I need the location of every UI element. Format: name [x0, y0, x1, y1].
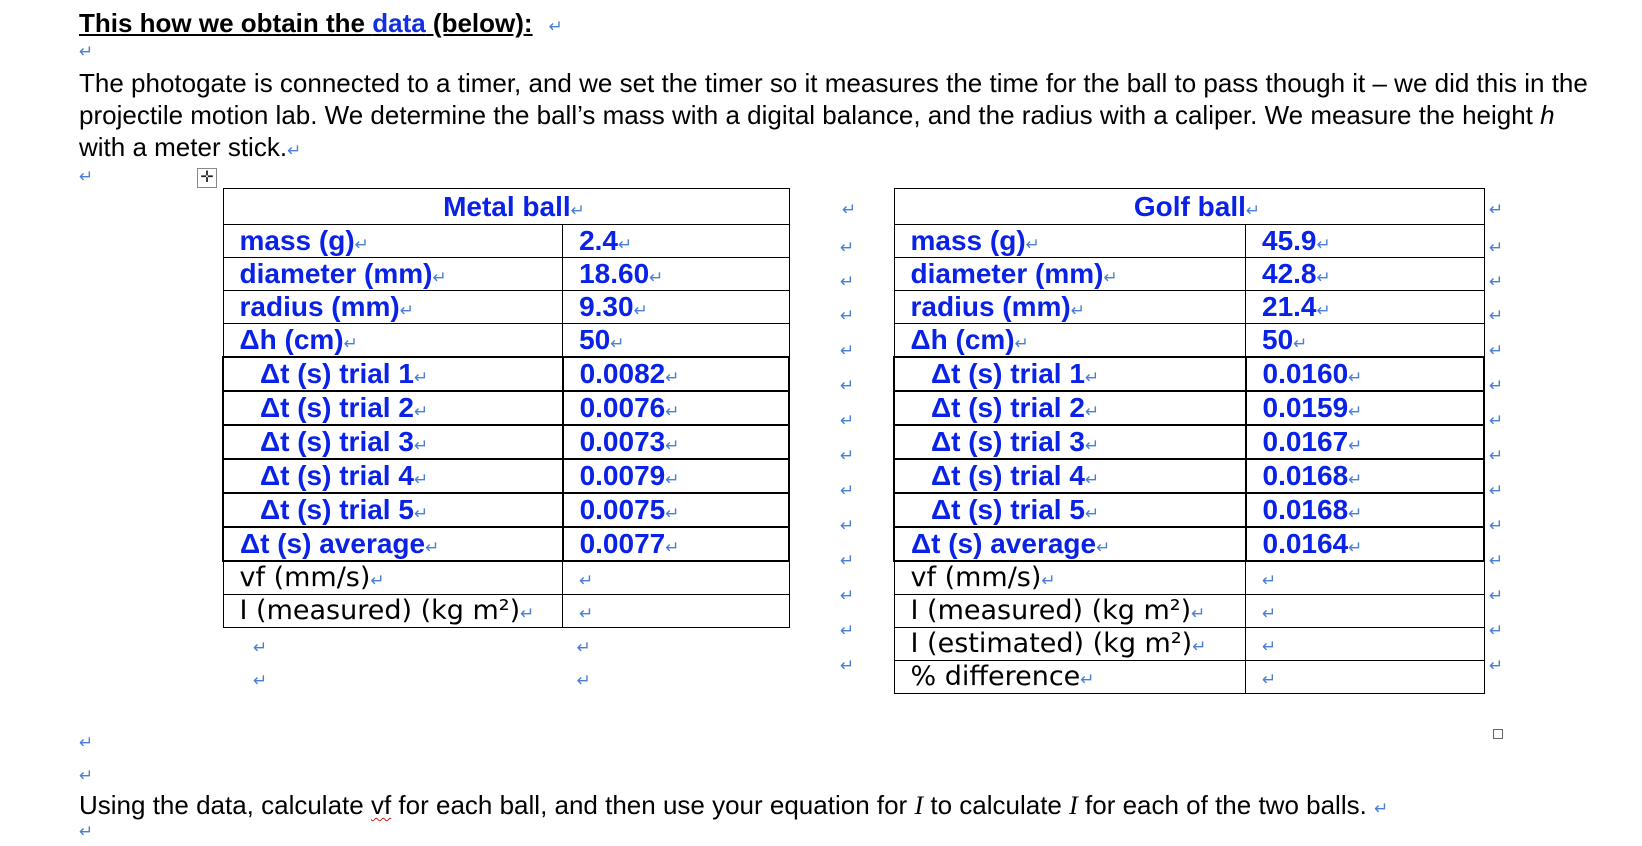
- golf-I-measured-label: I (measured) (kg m²)↵: [894, 594, 1246, 627]
- heading-suffix: (below):: [425, 8, 533, 38]
- golf-trial5-value: 0.0168↵: [1246, 493, 1485, 527]
- page-heading: [79, 8, 563, 39]
- golf-trial1-value: 0.0160↵: [1246, 357, 1485, 391]
- golf-trial5-label: Δt (s) trial 5↵: [894, 493, 1246, 527]
- golf-trial2-label: Δt (s) trial 2↵: [894, 391, 1246, 425]
- metal-height-value: 50↵: [563, 324, 789, 358]
- paragraph-mark-icon: ↵: [79, 822, 94, 842]
- golf-radius-value: 21.4↵: [1246, 291, 1485, 324]
- metal-trial5-value: 0.0075↵: [563, 493, 789, 527]
- metal-trial3-value: 0.0073↵: [563, 425, 789, 459]
- instruction-text: Using the data, calculate vf for each ball, and then use your equation for I to calculate I for each of the two balls. ↵: [79, 790, 1389, 820]
- golf-percent-difference-value[interactable]: ↵: [1246, 660, 1485, 693]
- metal-radius-value: 9.30↵: [563, 291, 789, 324]
- paragraph-mark-icon: ↵: [79, 167, 94, 187]
- paragraph-mark-icon: ↵: [1374, 799, 1389, 819]
- metal-I-measured-value[interactable]: ↵: [563, 594, 789, 627]
- metal-I-measured-label: I (measured) (kg m²)↵: [223, 594, 563, 627]
- metal-trial5-label: Δt (s) trial 5↵: [223, 493, 563, 527]
- heading-text: This how we obtain the: [79, 8, 373, 38]
- metal-diameter-value: 18.60↵: [563, 258, 789, 291]
- golf-ball-title: Golf ball↵: [894, 189, 1484, 225]
- golf-ball-table: [893, 188, 1485, 694]
- golf-I-estimated-value[interactable]: ↵: [1246, 627, 1485, 660]
- paragraph-mark-icon: ↵: [79, 42, 94, 62]
- golf-I-measured-value[interactable]: ↵: [1246, 594, 1485, 627]
- golf-trial3-label: Δt (s) trial 3↵: [894, 425, 1246, 459]
- metal-trial4-value: 0.0079↵: [563, 459, 789, 493]
- metal-height-label: Δh (cm)↵: [223, 324, 563, 358]
- table-move-handle-icon[interactable]: ✛: [197, 168, 217, 188]
- metal-trial1-label: Δt (s) trial 1↵: [223, 357, 563, 391]
- paragraph-mark-icon: ↵: [79, 766, 94, 786]
- metal-ball-title: Metal ball↵: [223, 189, 789, 225]
- golf-diameter-label: diameter (mm)↵: [894, 258, 1246, 291]
- metal-vf-label: vf (mm/s)↵: [223, 561, 563, 594]
- golf-vf-value[interactable]: ↵: [1246, 561, 1485, 594]
- metal-ball-table: Metal ball↵ mass (g)↵ 2.4↵ diameter (mm)↵ 18.60↵ radius (mm)↵ 9.30↵ Δh (cm)↵ 50↵ Δt (s) trial 1↵ 0.0082↵ Δt (s) trial 2↵ 0.0076↵ Δt (s) trial 3↵ 0.0073↵ Δt (s) trial 4↵ 0.0079↵ Δt (s) trial 5↵ 0.0075↵ Δt (s) average↵ 0.0077↵ vf (mm/s)↵ ↵ I (measured) (kg m²)↵ ↵ ↵ ↵ ↵ ↵: [222, 188, 790, 693]
- vf-symbol: vf: [370, 790, 392, 820]
- paragraph-mark-icon: ↵: [548, 17, 563, 37]
- golf-vf-label: vf (mm/s)↵: [894, 561, 1246, 594]
- golf-height-value: 50↵: [1246, 324, 1485, 358]
- metal-trial2-value: 0.0076↵: [563, 391, 789, 425]
- golf-trial4-value: 0.0168↵: [1246, 459, 1485, 493]
- golf-trial2-value: 0.0159↵: [1246, 391, 1485, 425]
- metal-trial3-label: Δt (s) trial 3↵: [223, 425, 563, 459]
- golf-radius-label: radius (mm)↵: [894, 291, 1246, 324]
- golf-I-estimated-label: I (estimated) (kg m²)↵: [894, 627, 1246, 660]
- metal-radius-label: radius (mm)↵: [223, 291, 563, 324]
- golf-average-label: Δt (s) average↵: [894, 527, 1246, 561]
- metal-trial2-label: Δt (s) trial 2↵: [223, 391, 563, 425]
- metal-diameter-label: diameter (mm)↵: [223, 258, 563, 291]
- metal-average-value: 0.0077↵: [563, 527, 789, 561]
- metal-average-label: Δt (s) average↵: [223, 527, 563, 561]
- var-h: h: [1540, 100, 1555, 130]
- var-I: I: [914, 791, 924, 820]
- paragraph-mark-icon: ↵: [287, 141, 302, 161]
- paragraph-mark-icon: ↵: [1245, 200, 1261, 221]
- metal-trial1-value: 0.0082↵: [563, 357, 789, 391]
- metal-mass-value: 2.4↵: [563, 225, 789, 258]
- data-link[interactable]: data: [372, 8, 426, 38]
- golf-mass-value: 45.9↵: [1246, 225, 1485, 258]
- description-paragraph: The photogate is connected to a timer, and we set the timer so it measures the time for the ball to pass though it – we did this in the projectile motion lab. We determine the ball’s mass with a digital balance, and the radius with a caliper. We measure the height h with a meter stick.↵: [79, 68, 1588, 162]
- golf-diameter-value: 42.8↵: [1246, 258, 1485, 291]
- table-resize-handle[interactable]: [1493, 729, 1503, 739]
- var-I: I: [1069, 791, 1078, 820]
- golf-trial4-label: Δt (s) trial 4↵: [894, 459, 1246, 493]
- golf-trial3-value: 0.0167↵: [1246, 425, 1485, 459]
- golf-mass-label: mass (g)↵: [894, 225, 1246, 258]
- paragraph-mark-icon: ↵: [570, 200, 585, 221]
- golf-trial1-label: Δt (s) trial 1↵: [894, 357, 1246, 391]
- golf-average-value: 0.0164↵: [1246, 527, 1485, 561]
- metal-mass-label: mass (g)↵: [223, 225, 563, 258]
- metal-trial4-label: Δt (s) trial 4↵: [223, 459, 563, 493]
- metal-vf-value[interactable]: ↵: [563, 561, 789, 594]
- golf-percent-difference-label: % difference↵: [894, 660, 1246, 693]
- golf-height-label: Δh (cm)↵: [894, 324, 1246, 358]
- paragraph-mark-icon: ↵: [79, 733, 94, 753]
